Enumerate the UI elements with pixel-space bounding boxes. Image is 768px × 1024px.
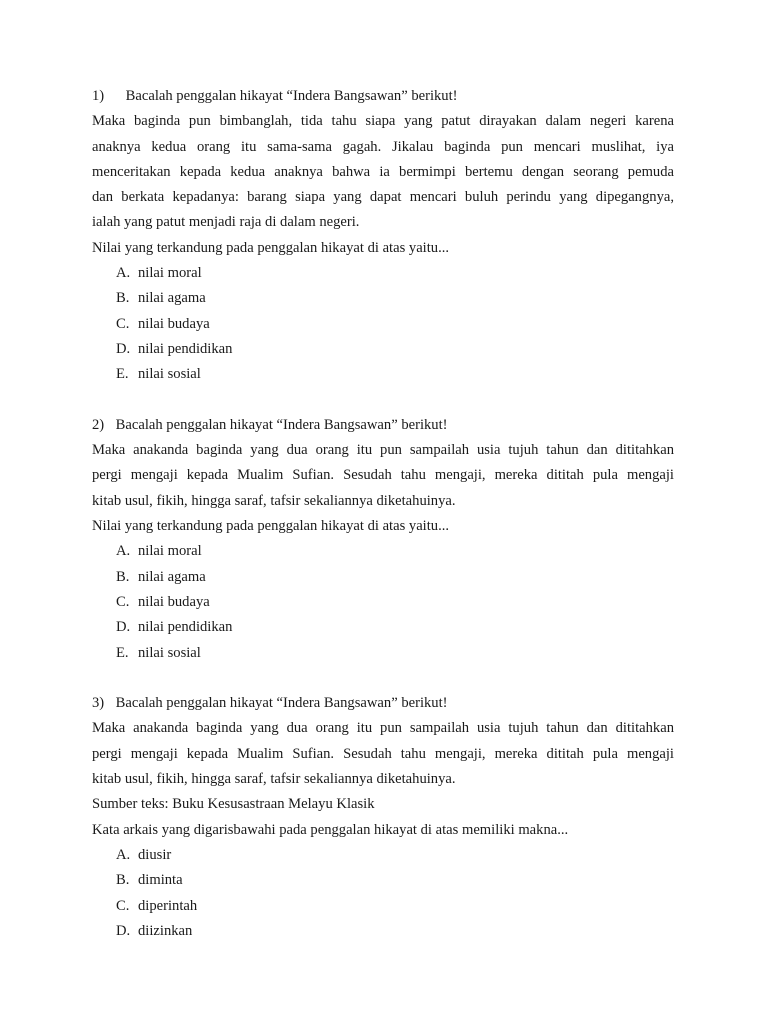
- question-header: [92, 413, 674, 438]
- option-text: nilai sosial: [138, 644, 201, 661]
- passage-line: Maka anakanda baginda yang dua orang itu pun sampailah usia tujuh tahun dan dititahkan: [92, 442, 674, 459]
- question-text: Nilai yang terkandung pada penggalan hikayat di atas yaitu...: [92, 518, 450, 535]
- passage-line: menceritakan kepada kedua anaknya bahwa ia bermimpi bertemu dengan seorang pemuda: [92, 163, 674, 180]
- option-letter: A.: [116, 846, 131, 863]
- passage-line: Maka baginda pun bimbanglah, tida tahu siapa yang patut dirayakan dalam negeri karena: [92, 113, 674, 130]
- question-text: Kata arkais yang digarisbawahi pada penggalan hikayat di atas memiliki makna...: [92, 821, 569, 838]
- question-number: 1): [92, 88, 105, 104]
- question-number: 3): [92, 695, 105, 712]
- question-prompt: Bacalah penggalan hikayat “Indera Bangsawan” berikut!: [115, 695, 448, 712]
- option-text: diusir: [138, 846, 172, 863]
- answer-option[interactable]: [92, 641, 674, 666]
- option-letter: C.: [116, 593, 130, 610]
- answer-option[interactable]: [92, 261, 674, 286]
- option-text: diizinkan: [138, 922, 193, 939]
- answer-option[interactable]: [92, 590, 674, 615]
- option-letter: E.: [116, 366, 129, 383]
- option-letter: C.: [116, 897, 130, 914]
- option-letter: D.: [116, 619, 131, 636]
- option-text: nilai pendidikan: [138, 619, 233, 636]
- option-letter: B.: [116, 568, 130, 585]
- option-text: diminta: [138, 872, 183, 889]
- option-text: nilai agama: [138, 290, 206, 307]
- option-text: nilai moral: [138, 543, 202, 560]
- question-header: [92, 84, 674, 109]
- option-letter: A.: [116, 265, 131, 282]
- passage-line: dan berkata kepadanya: barang siapa yang dapat mencari buluh perindu yang dipegangnya,: [92, 189, 674, 206]
- spacer: [92, 388, 674, 413]
- passage-line: anaknya kedua orang itu sama-sama gagah. Jikalau baginda pun mencari muslihat, iya: [92, 138, 674, 155]
- answer-option[interactable]: [92, 337, 674, 362]
- passage-line: Maka anakanda baginda yang dua orang itu pun sampailah usia tujuh tahun dan dititahkan: [92, 720, 674, 737]
- passage-line: kitab usul, fikih, hingga saraf, tafsir sekaliannya diketahuinya.: [92, 771, 456, 788]
- answer-option[interactable]: [92, 843, 674, 868]
- option-letter: D.: [116, 340, 131, 357]
- option-letter: C.: [116, 315, 130, 332]
- option-text: nilai pendidikan: [138, 340, 233, 357]
- option-text: nilai moral: [138, 265, 202, 282]
- answer-option[interactable]: [92, 868, 674, 893]
- answer-option[interactable]: [92, 286, 674, 311]
- passage-line: pergi mengaji kepada Mualim Sufian. Sesudah tahu mengaji, mereka dititah pula mengaji: [92, 745, 674, 762]
- question-prompt: Bacalah penggalan hikayat “Indera Bangsawan” berikut!: [125, 88, 458, 104]
- option-letter: B.: [116, 872, 130, 889]
- answer-option[interactable]: [92, 362, 674, 387]
- question-2: [92, 413, 674, 666]
- answer-option[interactable]: [92, 312, 674, 337]
- option-text: nilai agama: [138, 568, 206, 585]
- question-number: 2): [92, 416, 105, 433]
- spacer: [92, 666, 674, 691]
- document-page: [92, 84, 674, 944]
- answer-option[interactable]: [92, 565, 674, 590]
- option-text: diperintah: [138, 897, 198, 914]
- question-text: Nilai yang terkandung pada penggalan hikayat di atas yaitu...: [92, 239, 450, 256]
- answer-option[interactable]: [92, 615, 674, 640]
- option-letter: A.: [116, 543, 131, 560]
- passage-line: kitab usul, fikih, hingga saraf, tafsir sekaliannya diketahuinya.: [92, 492, 456, 509]
- source-text: Sumber teks: Buku Kesusastraan Melayu Klasik: [92, 796, 375, 813]
- option-letter: B.: [116, 290, 130, 307]
- answer-option[interactable]: [92, 539, 674, 564]
- answer-option[interactable]: [92, 919, 674, 944]
- question-header: [92, 691, 674, 716]
- passage-line: pergi mengaji kepada Mualim Sufian. Sesudah tahu mengaji, mereka dititah pula mengaji: [92, 467, 674, 484]
- passage-line: ialah yang patut menjadi raja di dalam negeri.: [92, 214, 360, 231]
- option-letter: E.: [116, 644, 129, 661]
- option-letter: D.: [116, 922, 131, 939]
- option-text: nilai budaya: [138, 593, 210, 610]
- question-3: [92, 691, 674, 944]
- answer-option[interactable]: [92, 894, 674, 919]
- question-1: [92, 84, 674, 388]
- question-prompt: Bacalah penggalan hikayat “Indera Bangsawan” berikut!: [115, 416, 448, 433]
- option-text: nilai budaya: [138, 315, 210, 332]
- option-text: nilai sosial: [138, 366, 201, 383]
